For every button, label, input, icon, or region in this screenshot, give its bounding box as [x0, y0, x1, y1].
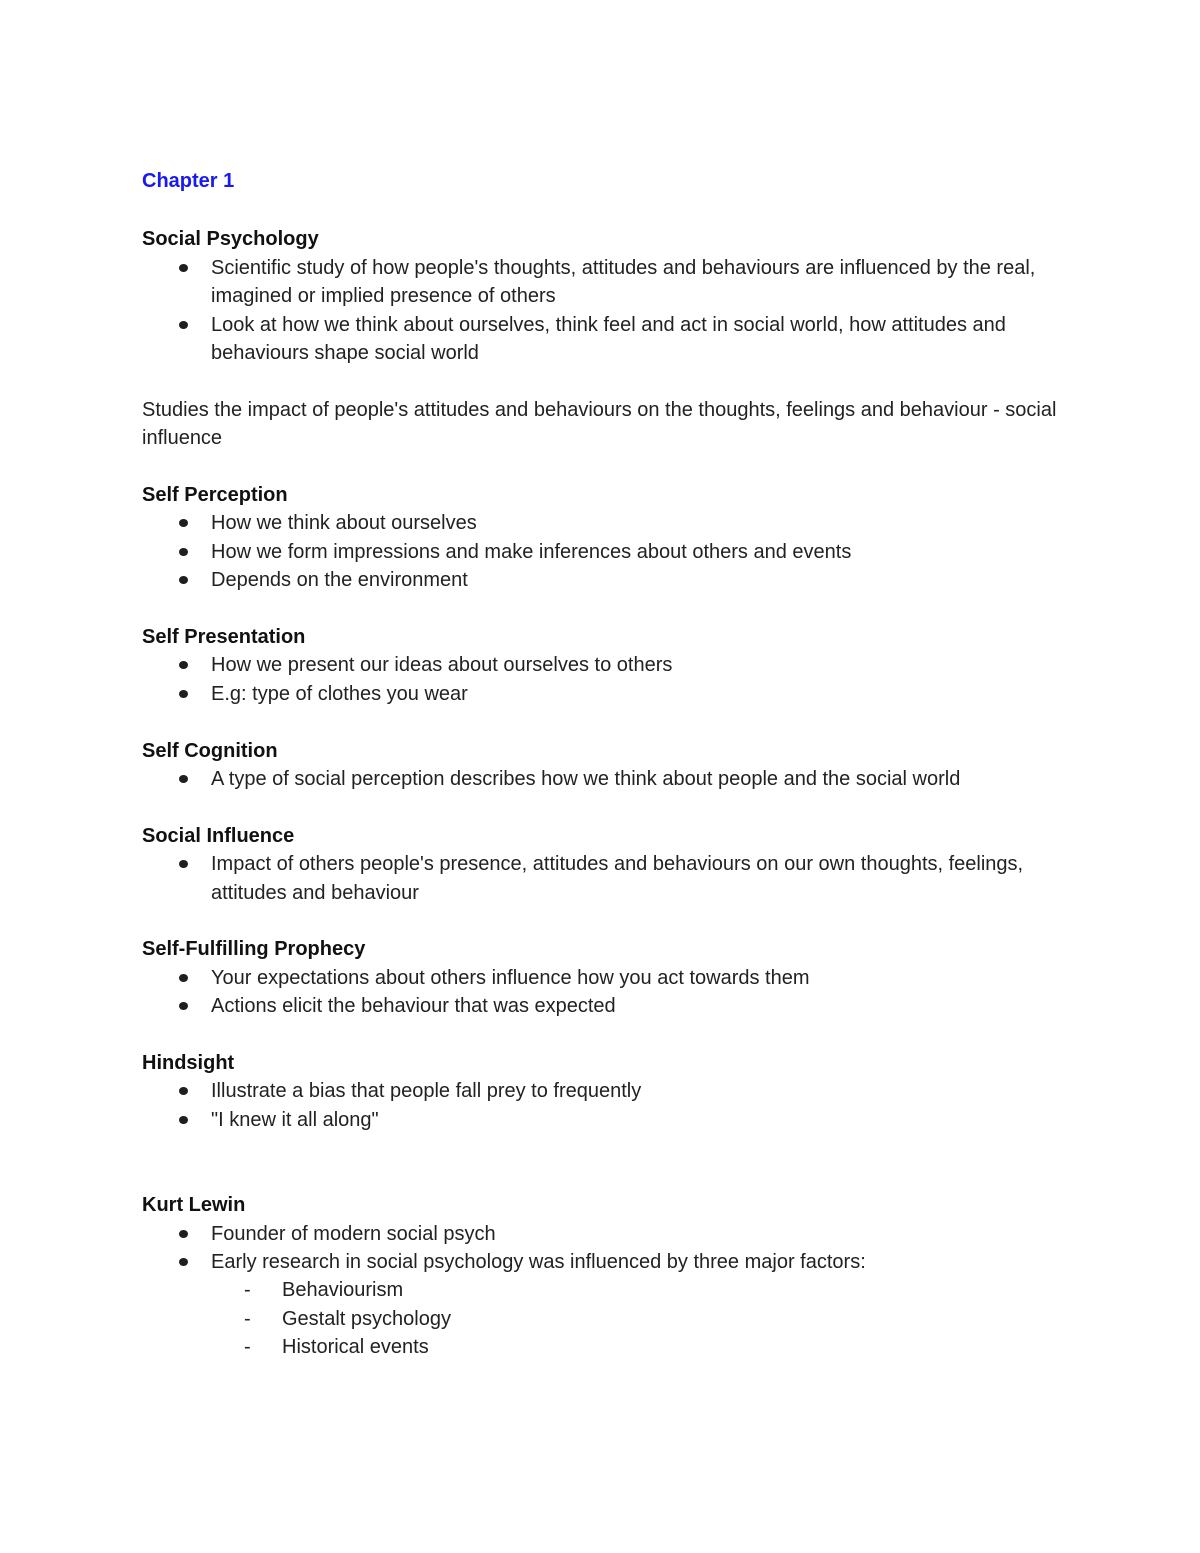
bullet-text: Illustrate a bias that people fall prey to frequently: [211, 1080, 642, 1103]
bullet-item: [142, 1248, 1062, 1362]
chapter-title: Chapter 1: [142, 170, 235, 192]
bullet-list: [142, 509, 1062, 594]
bullet-text: Scientific study of how people's thoughts, attitudes and behaviours are influenced by the real, imagined or implied presence of others: [211, 256, 1036, 308]
bullet-text: A type of social perception describes how we think about people and the social world: [211, 768, 961, 791]
bullet-item: [142, 992, 1062, 1020]
bullet-icon: [179, 690, 188, 698]
bullet-icon: [179, 321, 188, 329]
body-paragraph: Studies the impact of people's attitudes and behaviours on the thoughts, feelings and behaviour - social influence: [142, 398, 1057, 450]
bullet-icon: [179, 974, 188, 982]
bullet-icon: [179, 860, 188, 868]
bullet-item: [142, 765, 1062, 793]
bullet-icon: [179, 1230, 188, 1238]
section-heading: Self Presentation: [142, 626, 306, 649]
bullet-text: Depends on the environment: [211, 569, 468, 592]
section-hindsight: [142, 1049, 1062, 1134]
bullet-list: [142, 1220, 1062, 1362]
bullet-text: How we present our ideas about ourselves to others: [211, 654, 673, 677]
bullet-item: [142, 964, 1062, 992]
dash-marker: -: [244, 1307, 251, 1330]
bullet-item: [142, 651, 1062, 679]
sub-list-text: Behaviourism: [282, 1279, 404, 1302]
bullet-icon: [179, 519, 188, 527]
bullet-icon: [179, 264, 188, 272]
bullet-text: Your expectations about others influence how you act towards them: [211, 966, 810, 989]
bullet-text: How we think about ourselves: [211, 512, 477, 535]
bullet-item: [142, 1220, 1062, 1248]
section-self-perception: [142, 481, 1062, 595]
bullet-icon: [179, 548, 188, 556]
section-self-fulfilling-prophecy: [142, 935, 1062, 1020]
section-heading: Kurt Lewin: [142, 1194, 246, 1217]
bullet-list: [142, 850, 1062, 907]
bullet-list: [142, 1077, 1062, 1134]
bullet-text: Impact of others people's presence, attitudes and behaviours on our own thoughts, feelings, attitudes and behaviour: [211, 853, 1024, 904]
bullet-item: [142, 509, 1062, 537]
bullet-item: [142, 1106, 1062, 1134]
document-page: [142, 167, 1062, 1390]
section-heading: Social Psychology: [142, 228, 319, 251]
bullet-list: [142, 964, 1062, 1021]
sub-list-item: [211, 1305, 1062, 1333]
bullet-icon: [179, 1087, 188, 1095]
bullet-item: [142, 1077, 1062, 1105]
section-heading: Self Perception: [142, 484, 288, 507]
bullet-icon: [179, 1258, 188, 1266]
dash-marker: -: [244, 1336, 251, 1359]
dash-marker: -: [244, 1279, 251, 1302]
section-heading: Hindsight: [142, 1052, 235, 1075]
bullet-icon: [179, 1002, 188, 1010]
section-heading: Social Influence: [142, 824, 295, 847]
bullet-item: [142, 566, 1062, 594]
bullet-icon: [179, 775, 188, 783]
section-social-influence: [142, 822, 1062, 907]
bullet-item: [142, 311, 1062, 368]
bullet-item: [142, 850, 1062, 907]
bullet-text: "I knew it all along": [211, 1108, 379, 1131]
section-self-cognition: [142, 737, 1062, 794]
section-social-psychology: [142, 225, 1062, 367]
sub-list-item: [211, 1333, 1062, 1361]
bullet-text: Founder of modern social psych: [211, 1222, 496, 1245]
bullet-text: Look at how we think about ourselves, think feel and act in social world, how attitudes and behaviours shape social world: [211, 313, 1006, 365]
sub-list-text: Gestalt psychology: [282, 1307, 451, 1330]
bullet-text: How we form impressions and make inferences about others and events: [211, 540, 852, 563]
bullet-icon: [179, 661, 188, 669]
bullet-text: Actions elicit the behaviour that was expected: [211, 995, 616, 1018]
bullet-text: E.g: type of clothes you wear: [211, 682, 468, 705]
bullet-icon: [179, 1116, 188, 1124]
sub-list-item: [211, 1276, 1062, 1304]
bullet-list: [142, 765, 1062, 793]
section-heading: Self-Fulfilling Prophecy: [142, 938, 366, 961]
section-self-presentation: [142, 623, 1062, 708]
section-heading: Self Cognition: [142, 739, 278, 762]
bullet-item: [142, 538, 1062, 566]
sub-list-text: Historical events: [282, 1336, 429, 1359]
bullet-item: [142, 254, 1062, 311]
bullet-text: Early research in social psychology was influenced by three major factors:: [211, 1250, 866, 1273]
section-kurt-lewin: [142, 1191, 1062, 1361]
sub-list: [211, 1276, 1062, 1361]
bullet-item: [142, 680, 1062, 708]
bullet-list: [142, 254, 1062, 368]
bullet-icon: [179, 576, 188, 584]
bullet-list: [142, 651, 1062, 708]
